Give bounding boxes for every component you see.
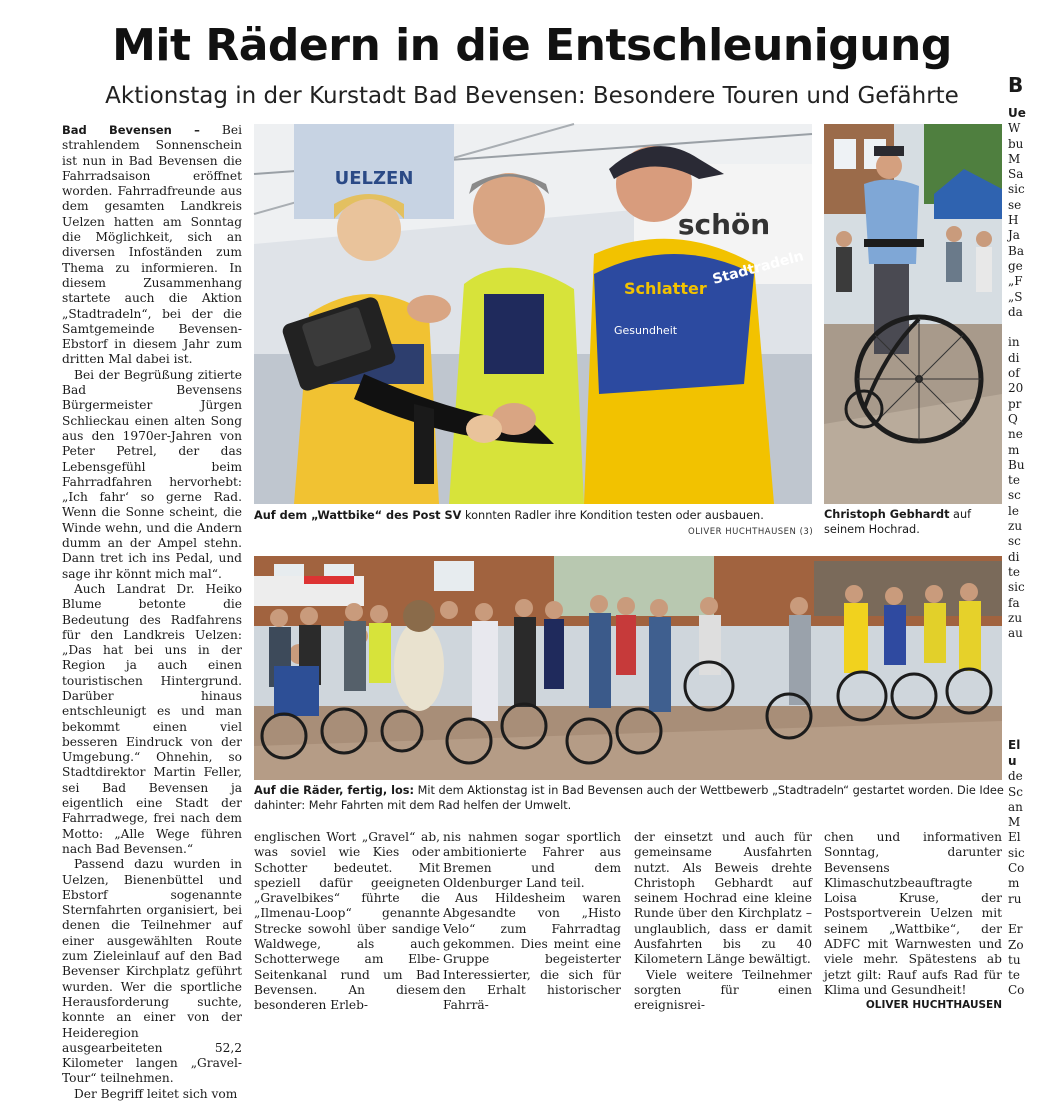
penny-farthing-photo [824,124,1002,504]
adjacent-line: zu [1008,519,1023,534]
paragraph: Auch Landrat Dr. Heiko Blume betonte die Bedeutung des Radfahrens für den Landkreis Uelzen: „Das hat bei uns in der Region ja auch einen touristischen Hintergrund. Darüber hinaus entschleunigt es und man bekommt einen viel besseren Eindruck von der Umgebung.“ Ohnehin, so Stadtdirektor Martin Feller, sei Bad Bevensen ja eigentlich eine Stadt der Fahrradwege, frei nach dem Motto: „Alle Wege führen nach Bad Bevensen.“ [62,581,242,856]
paragraph: Bad Bevensen – Bei strahlendem Sonnenschein ist nun in Bad Bevensen die Fahrradsaison eröffnet worden. Fahrradfreunde aus dem gesamten Landkreis Uelzen hatten am Sonntag die Möglichkeit, sich an diversen Infoständen zum Thema zu informieren. In diesem Zusammenhang startete auch die Aktion „Stadtradeln“, bei der die Samtgemeinde Bevensen-Ebstorf in diesem Jahr zum dritten Mal dabei ist. [62,123,242,367]
adjacent-line: Co [1008,861,1025,876]
photo-caption-group: Auf die Räder, fertig, los: Mit dem Aktionstag ist in Bad Bevensen auch der Wettbewerb „Stadtradeln“ gestartet worden. Die Idee dahinter: Mehr Fahrten mit dem Rad helfen der Umwelt. [254,784,1004,812]
adjacent-line: W [1008,121,1021,136]
adjacent-line: te [1008,968,1020,983]
adjacent-line: le [1008,503,1019,518]
adjacent-line: fa [1008,595,1020,610]
jersey-chest-text: Gesundheit [614,324,678,337]
adjacent-line: di [1008,350,1020,365]
paragraph: englischen Wort „Gravel“ ab, was soviel wie Kies oder Schotter bedeutet. Mit speziell dafür geeigneten „Gravelbikes“ führte die „Ilmenau-Loop“ genannte Strecke sowohl über sandige Waldwege, als auch Schotterwege am Elbe-Seitenkanal rund um Bad Bevensen. An diesem besonderen Erleb- [254,830,440,1013]
adjacent-line: M [1008,151,1021,166]
adjacent-line: m [1008,442,1020,457]
adjacent-line: „F [1008,274,1023,289]
article-column-2 [254,830,440,1014]
adjacent-line: pr [1008,396,1022,411]
adjacent-line: zu [1008,610,1023,625]
paragraph: Viele weitere Teilnehmer sorgten für einen ereignisrei- [634,967,812,1013]
jersey-sleeve-text: Stadtradeln [710,248,806,288]
article-column-5 [824,830,1002,1014]
paragraph: nis nahmen sogar sportlich ambitionierte Fahrer aus Bremen und dem Oldenburger Land teil. [443,830,621,890]
headline: Mit Rädern in die Entschleunigung [112,20,952,71]
adjacent-line [1008,320,1028,335]
adjacent-line: Co [1008,983,1025,998]
adjacent-line: se [1008,197,1022,212]
adjacent-line: ge [1008,258,1023,273]
adjacent-line: ne [1008,427,1023,442]
article-column-1 [62,123,242,1101]
paragraph: Bei der Begrüßung zitierte Bad Bevensens Bürgermeister Jürgen Schlieckau einen alten Song aus den 1970er-Jahren von Peter Petrel, der das Lebensgefühl beim Fahrradfahren hervorhebt: „Ich fahr‘ so gerne Rad. Wenn die Sonne scheint, die Winde wehn, und die Andern dumm an der Ampel stehn. Dann tret ich ins Pedal, und sage ihr könnt mich mal“. [62,367,242,581]
adjacent-line: sc [1008,534,1021,549]
photo-caption-wattbike: Auf dem „Wattbike“ des Post SV konnten Radler ihre Kondition testen oder ausbauen. [254,509,764,522]
adjacent-line: sic [1008,182,1025,197]
adjacent-line: de [1008,769,1023,784]
photo-caption-hochrad: Christoph Gebhardt auf seinem Hochrad. [824,508,972,536]
adjacent-line: Bu [1008,457,1025,472]
adjacent-line: Sa [1008,167,1024,182]
adjacent-line: M [1008,815,1021,830]
adjacent-line [1008,907,1028,922]
adjacent-line: „S [1008,289,1023,304]
adjacent-line: bu [1008,136,1024,151]
byline: OLIVER HUCHTHAUSEN [865,999,1002,1012]
dateline: Bad Bevensen – [62,123,200,137]
adjacent-line: Ba [1008,243,1024,258]
adjacent-line: Zo [1008,937,1024,952]
article-column-4 [634,830,812,1014]
adjacent-line: Q [1008,411,1018,426]
article-column-3 [443,830,621,1014]
adjacent-line: of [1008,366,1020,381]
adjacent-line: tu [1008,952,1021,967]
adjacent-line: au [1008,626,1023,641]
paragraph: Aus Hildesheim waren Abgesandte von „Histo Velo“ zum Fahrradtag gekommen. Dies meint eine Gruppe begeisterter Interessierter, die sich für den Erhalt historischer Fahrrä- [443,891,621,1013]
jersey-text: Schlatter [624,279,707,298]
adjacent-line: an [1008,799,1023,814]
adjacent-line: 20 [1008,381,1024,396]
adjacent-line: m [1008,876,1020,891]
adjacent-line: da [1008,304,1023,319]
paragraph: der einsetzt und auch für gemeinsame Ausfahrten nutzt. Als Beweis drehte Christoph Gebhardt auf seinem Hochrad eine kleine Runde über den Kirchplatz – unglaublich, dass er damit Ausfahrten bis zu 40 Kilometern Länge bewältigt. [634,830,812,967]
adjacent-line: sic [1008,845,1025,860]
adjacent-line: te [1008,564,1020,579]
adjacent-article-column [1008,106,1028,641]
adjacent-line: El [1008,830,1021,845]
adjacent-line: sic [1008,580,1025,595]
tent-logo-text: UELZEN [334,168,414,189]
adjacent-line: Ja [1008,228,1020,243]
paragraph: chen und informativen Sonntag, darunter Bevensens Klimaschutzbeauftragte Loisa Kruse, der Postsportverein Uelzen mit seinem „Wattbike“, der ADFC mit Warnwesten und viele mehr. Spätestens ab jetzt gilt: Rauf aufs Rad für Klima und Gesundheit! [824,830,1002,997]
paragraph: Der Begriff leitet sich vom [74,1086,238,1101]
adjacent-line: in [1008,335,1020,350]
adjacent-line: sc [1008,488,1021,503]
adjacent-article-headline: B [1008,73,1024,97]
adjacent-line: Sc [1008,784,1023,799]
group-photo [254,556,1002,780]
adjacent-article-column-2 [1008,754,1028,999]
adjacent-line: Ue [1008,106,1026,120]
banner-text: schön [677,208,771,241]
adjacent-line: ru [1008,891,1022,906]
adjacent-line: Er [1008,922,1023,937]
adjacent-line: H [1008,213,1019,228]
adjacent-line: te [1008,473,1020,488]
adjacent-line: di [1008,549,1020,564]
wattbike-photo [254,124,812,504]
subheadline: Aktionstag in der Kurstadt Bad Bevensen: Besondere Touren und Gefährte [105,83,959,109]
adjacent-article-subhead: El [1008,738,1021,752]
photo-credit: OLIVER HUCHTHAUSEN (3) [688,527,814,537]
adjacent-line: u [1008,754,1017,768]
paragraph: Passend dazu wurden in Uelzen, Bienenbüttel und Ebstorf sogenannte Sternfahrten organisiert, bei denen die Teilnehmer auf einer ausgewählten Route zum Zieleinlauf auf den Bad Bevenser Kirchplatz geführt wurden. Wer die sportliche Herausforderung suchte, konnte an einer von der Heideregion ausgearbeiteten 52,2 Kilometer langen „Gravel-Tour“ teilnehmen. [62,857,242,1086]
